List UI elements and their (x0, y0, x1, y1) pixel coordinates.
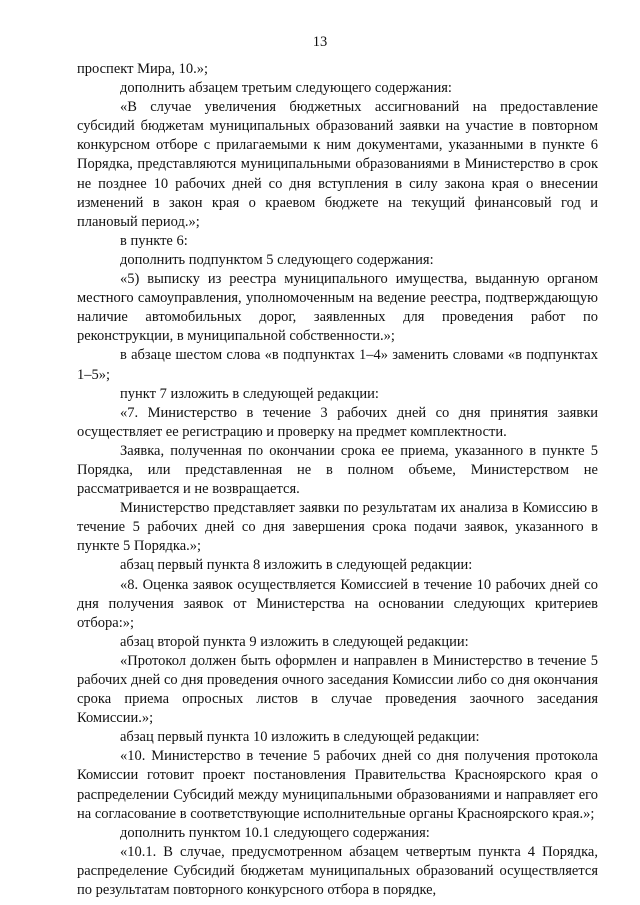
paragraph: пункт 7 изложить в следующей редакции: (120, 385, 379, 402)
paragraph: в абзаце шестом слова «в подпунктах 1–4» заменить словами «в подпунктах 1–5»; (77, 347, 598, 383)
paragraph: в пункте 6: (120, 232, 188, 249)
paragraph: Заявка, полученная по окончании срока ее приема, указанного в пункте 5 Порядка, или представленная не в полном объеме, Министерством не рассматривается и не возвращается. (77, 442, 598, 498)
paragraph: дополнить абзацем третьим следующего содержания: (120, 80, 452, 97)
paragraph: проспект Мира, 10.»; (77, 61, 209, 77)
paragraph: «10. Министерство в течение 5 рабочих дней со дня получения протокола Комиссии готовит проект постановления Правительства Красноярского края о распределении Субсидий между муниципальными образованиями и направляет его на согласование в соответствующие исполнительные органы Красноярского края.»; (77, 748, 598, 822)
paragraph: «7. Министерство в течение 3 рабочих дней со дня принятия заявки осуществляет ее регистрацию и проверку на предмет комплектности. (77, 404, 598, 440)
document-body (77, 60, 598, 900)
paragraph: абзац второй пункта 9 изложить в следующей редакции: (120, 633, 469, 650)
paragraph: абзац первый пункта 10 изложить в следующей редакции: (120, 729, 480, 746)
paragraph: абзац первый пункта 8 изложить в следующей редакции: (120, 557, 473, 574)
page-number: 13 (312, 34, 328, 50)
paragraph: «8. Оценка заявок осуществляется Комиссией в течение 10 рабочих дней со дня получения заявок от Министерства на основании следующих критериев отбора:»; (77, 576, 598, 631)
paragraph: дополнить подпунктом 5 следующего содержания: (120, 251, 434, 268)
paragraph: «Протокол должен быть оформлен и направлен в Министерство в течение 5 рабочих дней со дня проведения очного заседания Комиссии либо со дня окончания срока приема опросных листов в случае проведения заочного заседания Комиссии.»; (77, 652, 598, 727)
paragraph: «В случае увеличения бюджетных ассигнований на предоставление субсидий бюджетам муниципальных образований заявки на участие в повторном конкурсном отборе с прилагаемыми к ним документами, указанными в пункте 6 Порядка, представляются муниципальными образованиями в Министерство в срок не позднее 10 рабочих дней со дня вступления в силу закона края о внесении изменений в закон края о краевом бюджете на текущий финансовый год и плановый период.»; (77, 99, 598, 230)
paragraph: «10.1. В случае, предусмотренном абзацем четвертым пункта 4 Порядка, распределение Субсидий бюджетам муниципальных образований осуществляется по результатам повторного конкурсного отбора в порядке, (77, 843, 598, 899)
paragraph: дополнить пунктом 10.1 следующего содержания: (120, 824, 430, 841)
paragraph: Министерство представляет заявки по результатам их анализа в Комиссию в течение 5 рабочих дней со дня завершения срока подачи заявок, указанного в пункте 5 Порядка.»; (77, 500, 598, 555)
paragraph: «5) выписку из реестра муниципального имущества, выданную органом местного самоуправления, уполномоченным на ведение реестра, подтверждающую наличие автомобильных дорог, заявленных для проведения работ по реконструкции, в муниципальной собственности.»; (77, 271, 598, 345)
